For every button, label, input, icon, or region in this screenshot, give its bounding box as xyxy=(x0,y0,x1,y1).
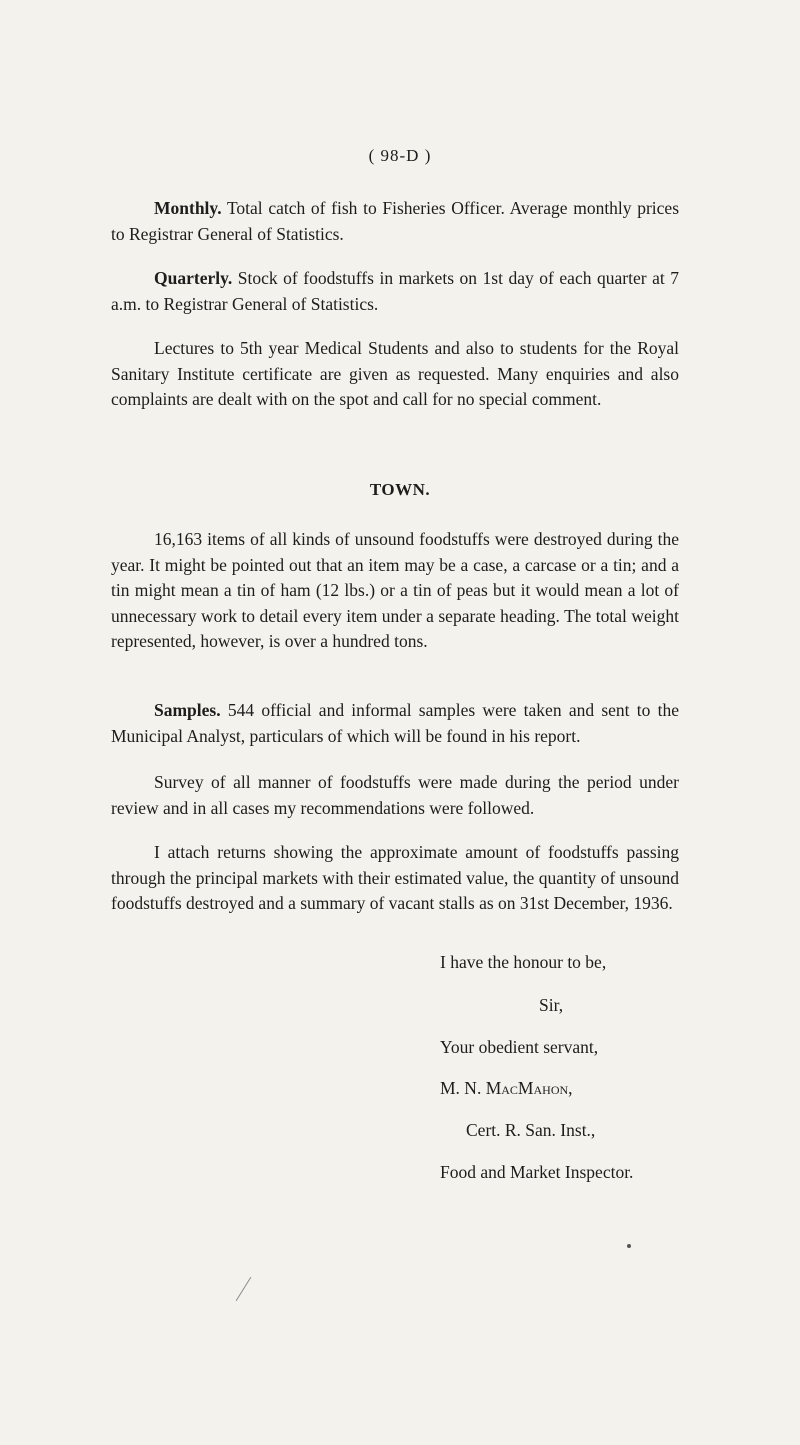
paragraph-samples xyxy=(111,698,679,749)
signoff-credentials: Cert. R. San. Inst., xyxy=(466,1120,596,1140)
paragraph-text: 16,163 items of all kinds of unsound foodstuffs were destroyed during the year. It might be pointed out that an item may be a case, a carcase or a tin; and a tin might mean a tin of ham (12 lbs.) or a tin of peas but it would mean a lot of unnecessary work to detail every item under a separate heading. The total weight represented, however, is over a hundred tons. xyxy=(111,529,679,651)
paragraph-text: Survey of all manner of foodstuffs were made during the period under review and in all cases my recommendations were followed. xyxy=(111,772,679,818)
paragraph-lectures xyxy=(111,336,679,413)
paragraph-lead: Quarterly. xyxy=(154,268,233,288)
signoff-salutation: Sir, xyxy=(539,995,564,1015)
paragraph-text: 544 official and informal samples were taken and sent to the Municipal Analyst, particulars of which will be found in his report. xyxy=(111,700,679,746)
ink-speck xyxy=(627,1244,631,1248)
paragraph-lead: Monthly. xyxy=(154,198,222,218)
section-heading: TOWN. xyxy=(369,480,431,499)
signoff-servant: Your obedient servant, xyxy=(440,1037,599,1057)
paragraph-quarterly xyxy=(111,266,679,317)
paragraph-returns xyxy=(111,840,679,917)
pencil-mark xyxy=(236,1277,252,1301)
signoff-closing: I have the honour to be, xyxy=(440,952,607,972)
signoff-name: M. N. MacMahon, xyxy=(440,1078,573,1098)
paragraph-text: Total catch of fish to Fisheries Officer. Average monthly prices to Registrar General of Statistics. xyxy=(111,198,679,244)
page-number: ( 98-D ) xyxy=(368,146,432,165)
paragraph-text: Stock of foodstuffs in markets on 1st day of each quarter at 7 a.m. to Registrar General of Statistics. xyxy=(111,268,679,314)
paragraph-lead: Samples. xyxy=(154,700,221,720)
paragraph-survey xyxy=(111,770,679,821)
paragraph-monthly xyxy=(111,196,679,247)
paragraph-text: Lectures to 5th year Medical Students and also to students for the Royal Sanitary Institute certificate are given as requested. Many enquiries and also complaints are dealt with on the spot and call for no special comment. xyxy=(111,338,679,409)
signoff-title: Food and Market Inspector. xyxy=(440,1162,634,1182)
paragraph-text: I attach returns showing the approximate amount of foodstuffs passing through the principal markets with their estimated value, the quantity of unsound foodstuffs destroyed and a summary of vacant stalls as on 31st December, 1936. xyxy=(111,842,679,913)
paragraph-items-destroyed xyxy=(111,527,679,655)
